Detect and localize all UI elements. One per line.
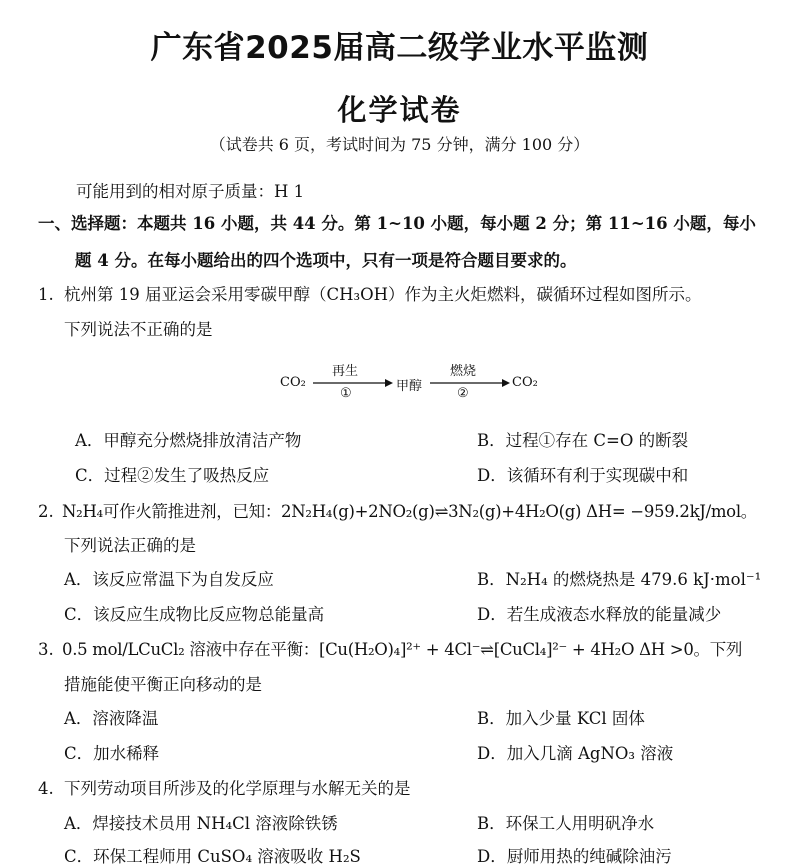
reaction-arrow-icon <box>313 378 393 388</box>
page-subtitle: 化学试卷 <box>337 93 462 127</box>
scheme-methanol: 甲醇 <box>396 379 423 394</box>
option-d: D．厨师用热的纯碱除油污 <box>477 847 672 866</box>
option-b: B．过程①存在 C=O 的断裂 <box>477 431 689 450</box>
scheme-start-co2: CO₂ <box>280 375 306 390</box>
question-stem: 措施能使平衡正向移动的是 <box>64 675 262 694</box>
scheme-arrow2-step: ② <box>457 386 469 401</box>
question-stem: 下列说法正确的是 <box>64 536 196 555</box>
scheme-arrow1-label: 再生 <box>332 364 359 379</box>
option-b: B．N₂H₄ 的燃烧热是 479.6 kJ·mol⁻¹ <box>477 570 762 589</box>
option-d: D．该循环有利于实现碳中和 <box>477 466 689 485</box>
option-b: B．环保工人用明矾净水 <box>477 814 655 833</box>
option-d: D．若生成液态水释放的能量减少 <box>477 605 722 624</box>
option-a: A．焊接技术员用 NH₄Cl 溶液除铁锈 <box>64 814 338 833</box>
option-d: D．加入几滴 AgNO₃ 溶液 <box>477 744 674 763</box>
option-c: C．该反应生成物比反应物总能量高 <box>64 605 325 624</box>
exam-note: （试卷共 6 页，考试时间为 75 分钟，满分 100 分） <box>209 135 590 154</box>
question-stem: 杭州第 19 届亚运会采用零碳甲醇（CH₃OH）作为主火炬燃料，碳循环过程如图所示。 <box>64 285 702 304</box>
question-stem: 0.5 mol/LCuCl₂ 溶液中存在平衡：[Cu(H₂O)₄]²⁺ + 4Cl⁻⇌[CuCl₄]²⁻ + 4H₂O ΔH >0。下列 <box>62 640 743 659</box>
section-heading-line2: 题 4 分。在每小题给出的四个选项中，只有一项是符合题目要求的。 <box>75 251 577 270</box>
option-c: C．环保工程师用 CuSO₄ 溶液吸收 H₂S <box>64 847 361 866</box>
question-number: 3. <box>38 640 54 659</box>
page-title: 广东省2025届高二级学业水平监测 <box>150 30 649 66</box>
option-c: C．过程②发生了吸热反应 <box>75 466 270 485</box>
option-c: C．加水稀释 <box>64 744 160 763</box>
carbon-cycle-scheme <box>280 358 550 408</box>
question-number: 2. <box>38 502 54 521</box>
question-stem: 下列说法不正确的是 <box>64 320 213 339</box>
scheme-end-co2: CO₂ <box>512 375 538 390</box>
atomic-mass-note: 可能用到的相对原子质量：H 1 <box>76 182 305 201</box>
scheme-arrow1-step: ① <box>340 386 352 401</box>
question-stem: 下列劳动项目所涉及的化学原理与水解无关的是 <box>64 779 411 798</box>
question-number: 4. <box>38 779 54 798</box>
option-b: B．加入少量 KCl 固体 <box>477 709 645 728</box>
reaction-arrow-icon <box>430 378 510 388</box>
option-a: A．该反应常温下为自发反应 <box>64 570 274 589</box>
question-number: 1. <box>38 285 54 304</box>
section-heading-line1: 一、选择题：本题共 16 小题，共 44 分。第 1~10 小题，每小题 2 分；第 11~16 小题，每小 <box>38 214 756 233</box>
option-a: A．甲醇充分燃烧排放清洁产物 <box>75 431 302 450</box>
question-stem: N₂H₄可作火箭推进剂，已知：2N₂H₄(g)+2NO₂(g)⇌3N₂(g)+4H₂O(g) ΔH= −959.2kJ/mol。 <box>62 502 757 521</box>
scheme-arrow2-label: 燃烧 <box>450 364 477 379</box>
option-a: A．溶液降温 <box>64 709 159 728</box>
